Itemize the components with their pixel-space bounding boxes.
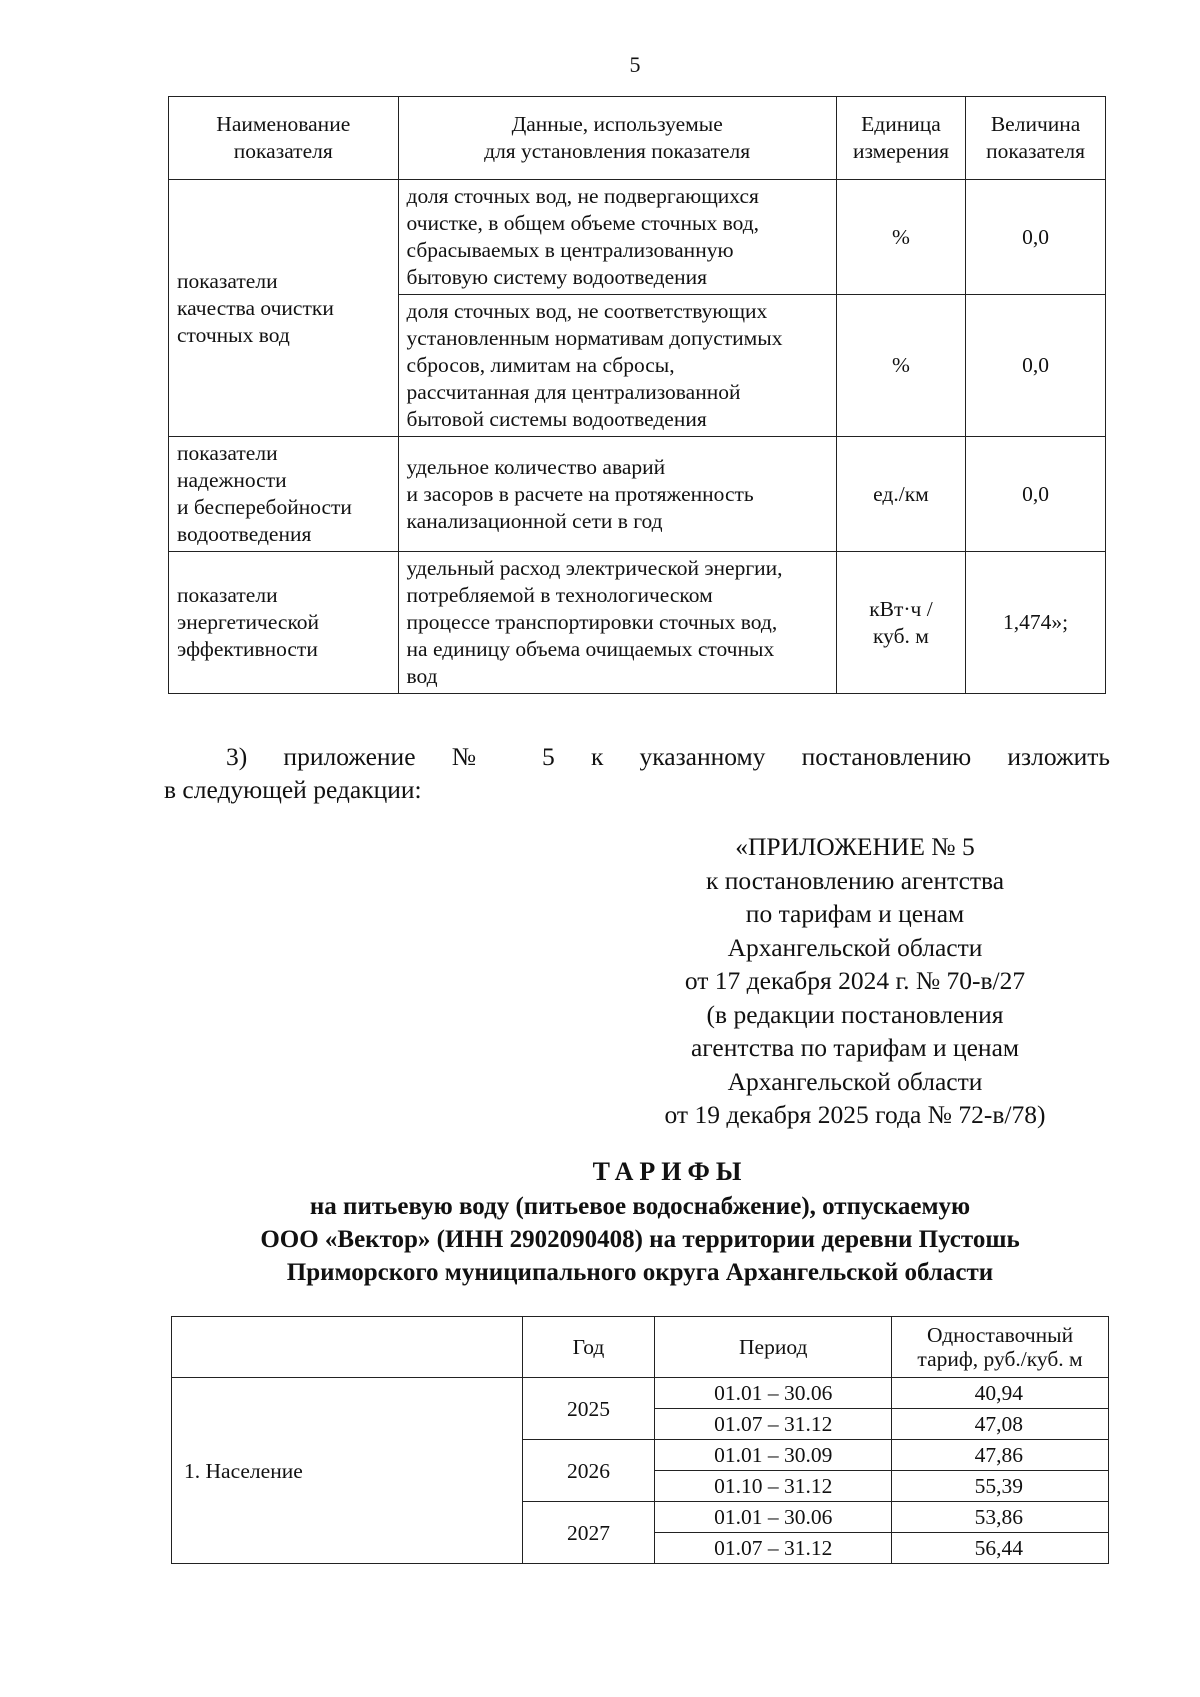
- table-row: [169, 437, 1106, 552]
- consumer-group: 1. Население: [172, 1378, 523, 1564]
- paragraph-line: в следующей редакции:: [164, 775, 422, 804]
- indicator-data: [398, 180, 836, 295]
- table-row: [172, 1378, 1109, 1409]
- indicator-name-line: и бесперебойности: [177, 495, 352, 519]
- appendix-line: от 19 декабря 2025 года № 72-в/78): [664, 1100, 1046, 1129]
- period-cell: 01.01 – 30.06: [655, 1502, 892, 1533]
- indicator-data-line: бытовую систему водоотведения: [406, 265, 708, 289]
- indicator-data: [398, 295, 836, 437]
- appendix-line: Архангельской области: [727, 932, 983, 962]
- header-blank: [172, 1317, 523, 1378]
- indicator-unit-line: %: [892, 353, 910, 377]
- subtitle-line: на питьевую воду (питьевое водоснабжение), отпускаемую: [309, 1193, 971, 1220]
- indicator-data-line: сбросов, лимитам на сбросы,: [406, 353, 675, 377]
- indicator-unit-line: кВт·ч /: [869, 596, 933, 621]
- indicator-data: [398, 437, 836, 552]
- indicator-name-line: показатели: [177, 268, 278, 293]
- table-row: [169, 180, 1106, 295]
- indicators-table-body: [169, 180, 1106, 694]
- indicator-data-line: вод: [406, 664, 438, 688]
- indicator-name-line: надежности: [177, 468, 287, 492]
- indicator-value: 0,0: [966, 437, 1106, 552]
- indicator-unit: [836, 180, 965, 295]
- paragraph-line: 3) приложение № 5 к указанному постановлению изложить: [226, 742, 1110, 771]
- indicator-data-line: процессе транспортировки сточных вод,: [406, 610, 778, 634]
- indicator-data-line: канализационной сети в год: [406, 508, 663, 533]
- year-cell: 2025: [522, 1378, 655, 1440]
- appendix-line: (в редакции постановления: [706, 999, 1004, 1029]
- indicator-data-line: удельный расход электрической энергии,: [406, 556, 783, 580]
- header-value: Величина показателя: [966, 97, 1106, 180]
- appendix-line: по тарифам и ценам: [745, 899, 965, 928]
- page-number: 5: [629, 52, 641, 77]
- subtitle-line: ООО «Вектор» (ИНН 2902090408) на территории деревни Пустошь: [260, 1226, 1020, 1253]
- appendix-line: к постановлению агентства: [705, 865, 1005, 895]
- period-cell: 01.07 – 31.12: [655, 1533, 892, 1564]
- indicator-name: [169, 437, 399, 552]
- tariffs-subtitle: [170, 1190, 1110, 1289]
- indicator-data-line: и засоров в расчете на протяженность: [406, 481, 754, 506]
- indicator-unit: [836, 552, 965, 694]
- indicator-data-line: бытовой системы водоотведения: [406, 407, 707, 431]
- tariffs-table-header: [172, 1317, 1109, 1378]
- indicator-name-line: водоотведения: [177, 522, 312, 546]
- tariff-cell: 55,39: [892, 1471, 1109, 1502]
- indicator-data-line: установленным нормативам допустимых: [406, 326, 783, 350]
- indicator-data-line: рассчитанная для централизованной: [406, 380, 741, 404]
- indicator-data-line: очистке, в общем объеме сточных вод,: [406, 211, 760, 235]
- indicator-name-line: сточных вод: [177, 322, 290, 347]
- indicators-table: [168, 96, 1106, 694]
- tariff-cell: 47,86: [892, 1440, 1109, 1471]
- year-cell: 2027: [522, 1502, 655, 1564]
- indicator-value: 1,474»;: [966, 552, 1106, 694]
- indicator-data-line: сбрасываемых в централизованную: [406, 238, 734, 262]
- indicator-unit: [836, 295, 965, 437]
- tariffs-table-body: [172, 1378, 1109, 1564]
- indicator-unit: [836, 437, 965, 552]
- header-period: Период: [655, 1317, 892, 1378]
- indicator-name: [169, 552, 399, 694]
- indicator-value: 0,0: [966, 295, 1106, 437]
- indicator-name-line: показатели: [177, 441, 278, 465]
- tariff-cell: 53,86: [892, 1502, 1109, 1533]
- tariff-cell: 40,94: [892, 1378, 1109, 1409]
- period-cell: 01.01 – 30.09: [655, 1440, 892, 1471]
- indicator-name-line: показатели: [177, 583, 278, 607]
- tariff-cell: 47,08: [892, 1409, 1109, 1440]
- appendix-line: «ПРИЛОЖЕНИЕ № 5: [735, 832, 975, 861]
- indicator-unit-line: ед./км: [873, 481, 929, 506]
- header-data: Данные, используемые для установления показателя: [398, 97, 836, 180]
- indicator-name-line: энергетической: [177, 610, 320, 634]
- indicator-name-line: эффективности: [177, 637, 318, 661]
- appendix-header: [620, 830, 1090, 1132]
- appendix-line: от 17 декабря 2024 г. № 70-в/27: [684, 966, 1026, 995]
- tariffs-title: ТАРИФЫ: [592, 1157, 748, 1186]
- indicator-data-line: на единицу объема очищаемых сточных: [406, 637, 775, 661]
- subtitle-line: Приморского муниципального округа Архангельской области: [286, 1259, 994, 1286]
- tariff-cell: 56,44: [892, 1533, 1109, 1564]
- header-year: Год: [522, 1317, 655, 1378]
- indicator-unit-line: %: [892, 224, 910, 249]
- indicator-data-line: удельное количество аварий: [406, 454, 666, 479]
- indicator-name: [169, 180, 399, 437]
- indicator-data-line: доля сточных вод, не подвергающихся: [406, 184, 759, 208]
- indicators-table-header: [169, 97, 1106, 180]
- table-row: [169, 552, 1106, 694]
- indicator-data-line: доля сточных вод, не соответствующих: [406, 299, 768, 323]
- amendment-paragraph: [164, 740, 1110, 806]
- appendix-line: агентства по тарифам и ценам: [690, 1033, 1020, 1062]
- period-cell: 01.10 – 31.12: [655, 1471, 892, 1502]
- header-unit: Единица измерения: [836, 97, 965, 180]
- tariffs-table: [171, 1316, 1109, 1564]
- appendix-line: Архангельской области: [727, 1066, 983, 1096]
- header-name: Наименование показателя: [169, 97, 399, 180]
- indicator-value: 0,0: [966, 180, 1106, 295]
- indicator-name-line: качества очистки: [177, 295, 334, 320]
- indicator-unit-line: куб. м: [873, 623, 929, 648]
- indicator-data-line: потребляемой в технологическом: [406, 583, 713, 607]
- header-tariff: Одноставочный тариф, руб./куб. м: [892, 1317, 1109, 1378]
- year-cell: 2026: [522, 1440, 655, 1502]
- period-cell: 01.01 – 30.06: [655, 1378, 892, 1409]
- period-cell: 01.07 – 31.12: [655, 1409, 892, 1440]
- indicator-data: [398, 552, 836, 694]
